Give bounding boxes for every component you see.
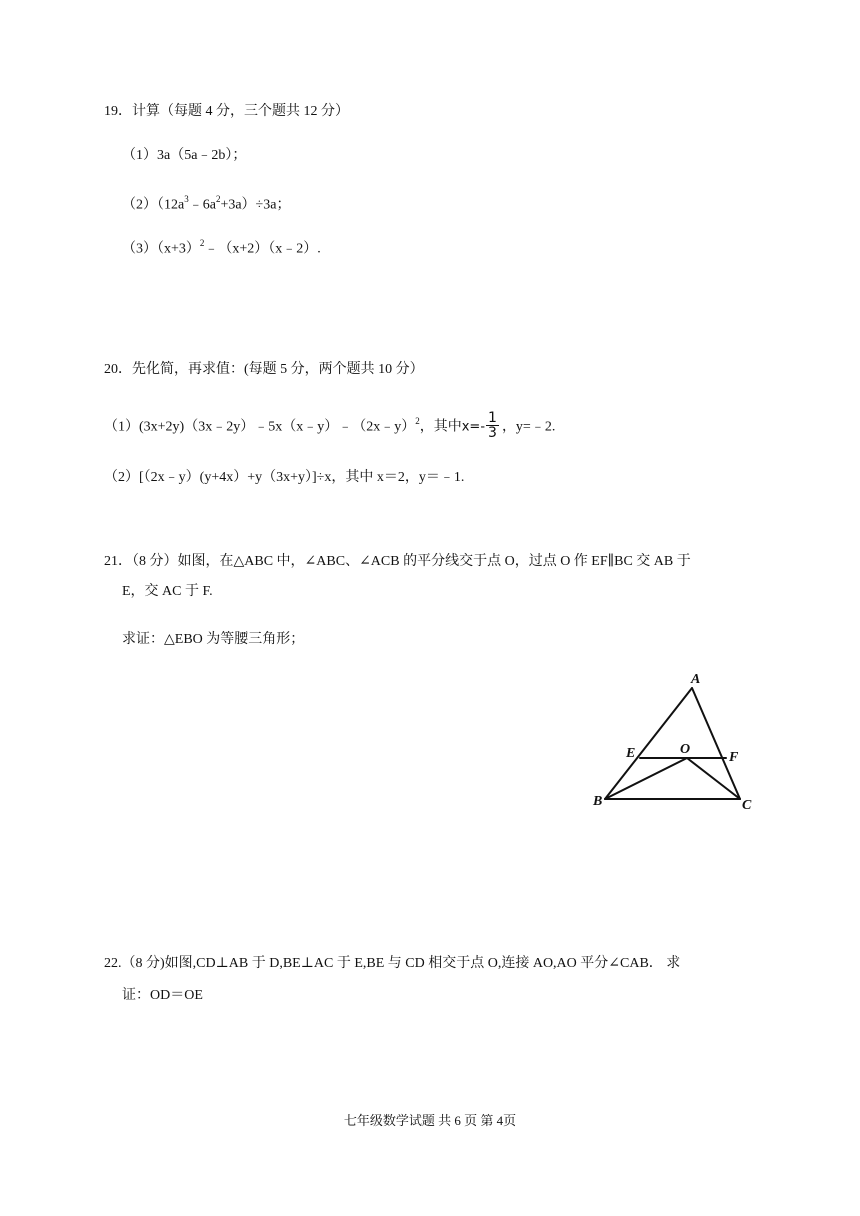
q22-line2: 证：OD＝OE: [122, 988, 203, 1003]
label-F: F: [729, 750, 739, 765]
segment-AC: [692, 688, 740, 799]
label-C: C: [742, 798, 752, 813]
segment-BO: [605, 758, 687, 799]
q20-part2: （2）[（2x﹣y）(y+4x）+y（3x+y）]÷x，其中 x＝2，y＝﹣1.: [104, 470, 465, 485]
q20-title: 20．先化简，再求值：(每题 5 分，两个题共 10 分）: [104, 362, 424, 377]
label-E: E: [626, 746, 636, 761]
triangle-figure: [590, 668, 760, 813]
label-B: B: [593, 794, 603, 809]
q21-line1: 21．（8 分）如图，在△ABC 中，∠ABC、∠ACB 的平分线交于点 O，过点 O 作 EF∥BC 交 AB 于: [104, 554, 691, 569]
page-footer: 七年级数学试题 共 6 页 第 4页: [343, 1113, 517, 1128]
q21-line2: E，交 AC 于 F.: [122, 584, 213, 599]
q19-part1: （1）3a（5a﹣2b）；: [122, 148, 247, 163]
q21-prove: 求证：△EBO 为等腰三角形；: [122, 632, 305, 647]
q19-part3: $(3)(x+3)^2﹣(x+2)(x﹣2)$.: [122, 238, 321, 257]
q19-part2: $(2)(12a^3﹣6a^2+3a)\div 3a$；: [122, 194, 291, 213]
segment-AB: [605, 688, 692, 799]
fraction-one-third: $\frac{1}{3}$: [488, 409, 497, 441]
label-O: O: [680, 742, 691, 757]
q22-line1: 22.（8 分)如图,CD⊥AB 于 D,BE⊥AC 于 E,BE 与 CD 相交于点 O,连接 AO,AO 平分∠CAB． 求: [104, 956, 681, 971]
q19-title: 19．计算（每题 4 分，三个题共 12 分）: [104, 104, 349, 119]
label-A: A: [691, 672, 701, 687]
q20-part1: （1）(3x+2y)（3x﹣2y）﹣5x（x﹣y）﹣（2x﹣y）$^2$，其中x=- $\frac{1}{3}$ ，y=﹣2.: [104, 409, 556, 441]
